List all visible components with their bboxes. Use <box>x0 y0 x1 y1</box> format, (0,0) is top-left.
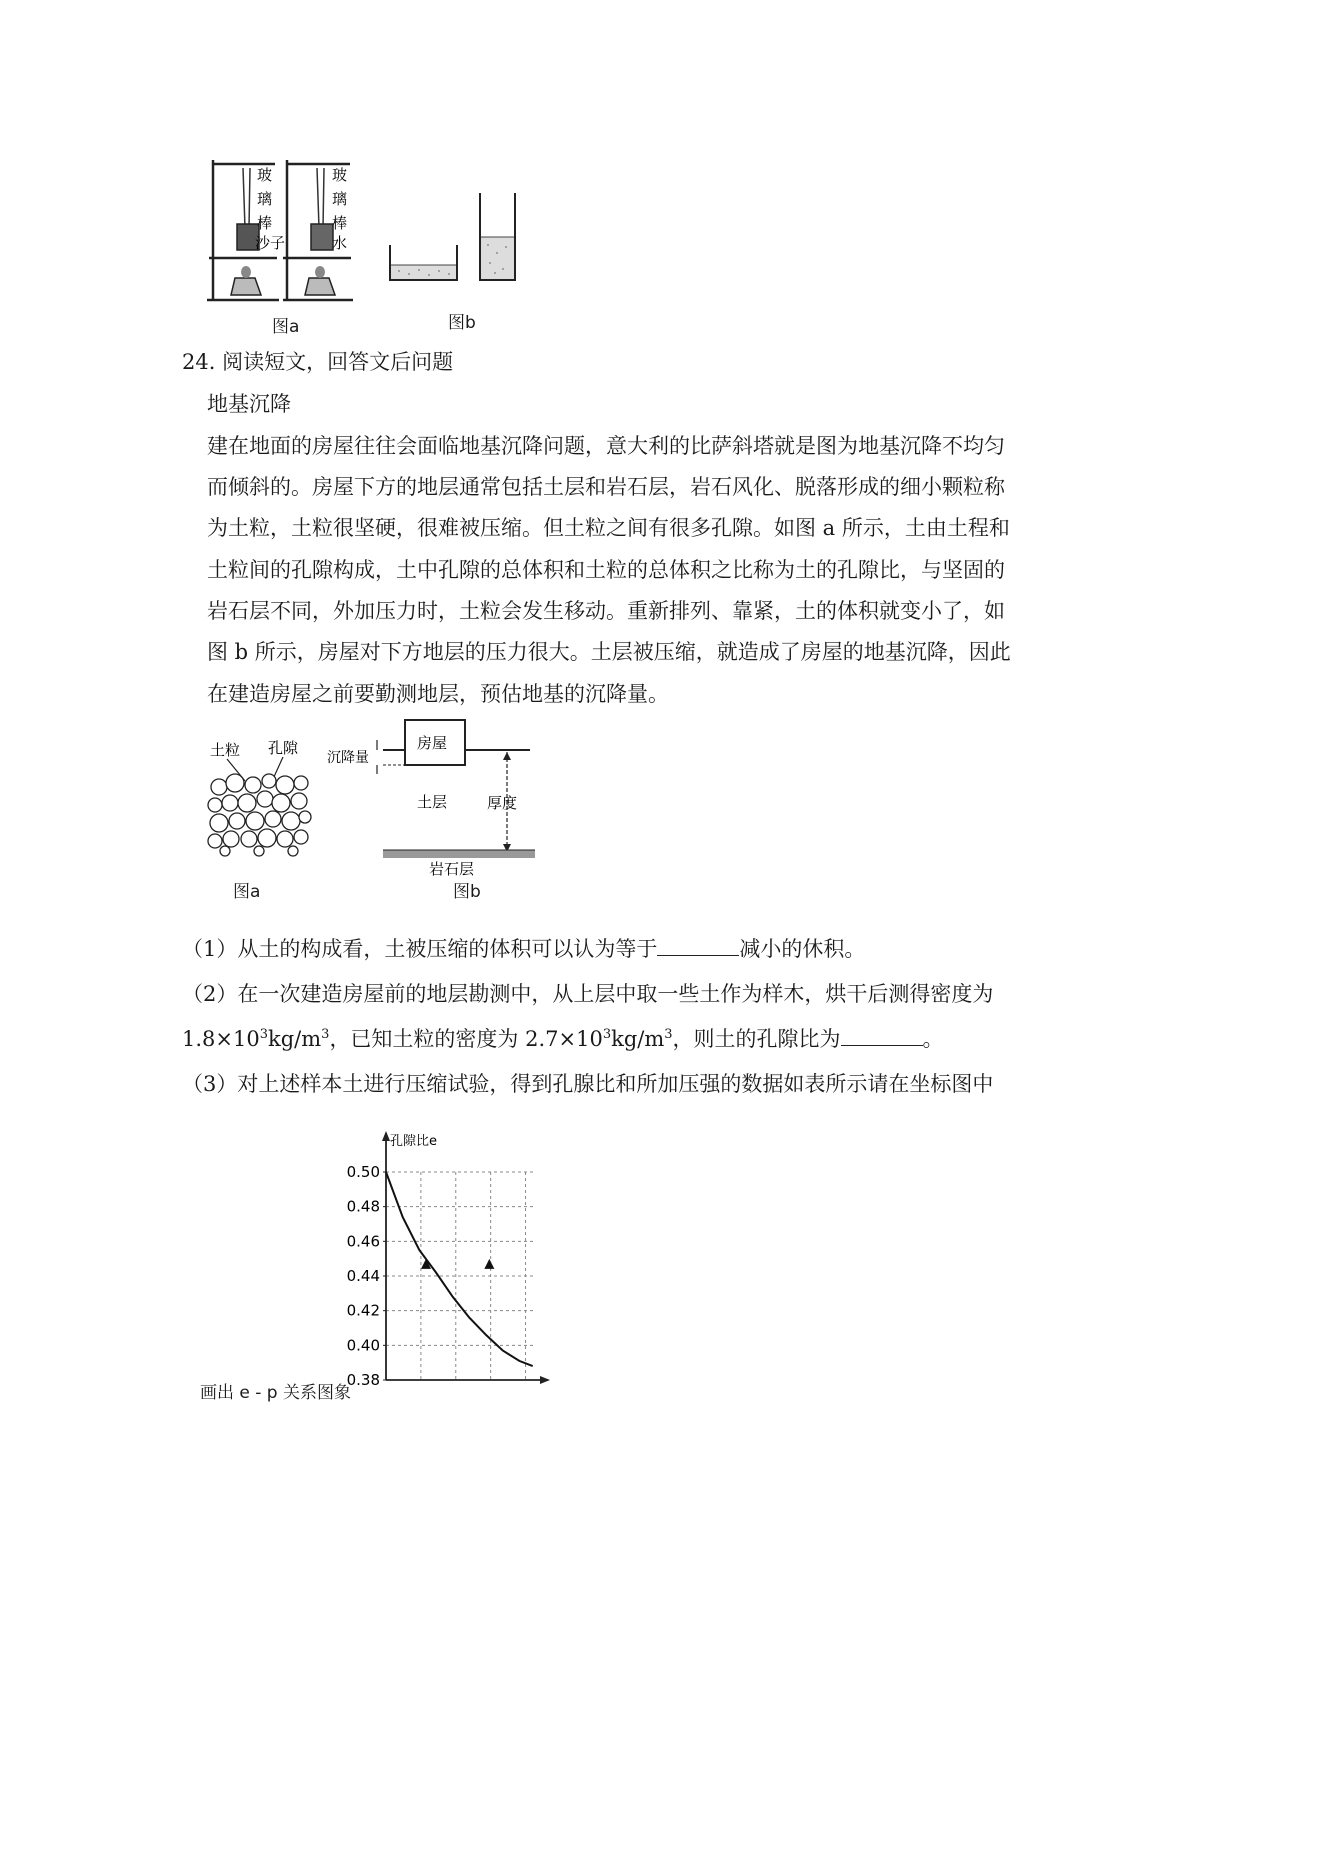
paragraph-line: 而倾斜的。房屋下方的地层通常包括土层和岩石层，岩石风化、脱落形成的细小颗粒称 <box>207 475 1005 499</box>
water-label: 水 <box>332 234 348 252</box>
subquestion-2-line1: （2）在一次建造房屋前的地层勘测中，从上层中取一些土作为样木，烘干后测得密度为 <box>182 982 994 1006</box>
paragraph-line: 岩石层不同，外加压力时，土粒会发生移动。重新排列、靠紧，土的体积就变小了，如 <box>207 599 1005 623</box>
paragraph-line: 在建造房屋之前要勤测地层，预估地基的沉降量。 <box>207 682 669 706</box>
sand-label: 沙子 <box>255 234 286 252</box>
settlement-label: 沉降量 <box>327 750 369 766</box>
subquestion-1 <box>182 935 865 963</box>
x-axis-arrow <box>540 1376 550 1384</box>
subquestion-2-line2 <box>182 1025 944 1053</box>
rock-layer-label: 岩石层 <box>429 860 475 877</box>
q1-text-before: （1）从土的构成看，土被压缩的体积可以认为等于 <box>182 937 658 961</box>
y-tick-label: 0.42 <box>346 1301 380 1320</box>
q2-density-sample: 1.8×10 <box>182 1027 260 1051</box>
figure-top-b-caption: 图b <box>448 313 476 333</box>
q2-exp-2b: 3 <box>664 1027 673 1042</box>
q2-unit-2: kg/m <box>611 1027 665 1051</box>
e-p-curve <box>386 1172 533 1366</box>
question-instruction: 阅读短文，回答文后问题 <box>222 350 454 374</box>
paragraph-line: 土粒间的孔隙构成，土中孔隙的总体积和土粒的总体积之比称为土的孔隙比，与坚固的 <box>207 558 1005 582</box>
figure-top-b <box>385 185 535 285</box>
q2-mid-text: ，已知土粒的密度为 2.7×10 <box>329 1027 603 1051</box>
soil-layer-label: 土层 <box>417 793 448 811</box>
y-tick-label: 0.38 <box>346 1371 380 1389</box>
subquestion-3: （3）对上述样本土进行压缩试验，得到孔腺比和所加压强的数据如表所示请在坐标图中 <box>182 1072 994 1096</box>
figure-settlement-b-caption: 图b <box>453 882 481 902</box>
paragraph-line: 图 b 所示，房屋对下方地层的压力很大。土层被压缩，就造成了房屋的地基沉降，因此 <box>207 640 1011 664</box>
thickness-label: 厚度 <box>487 794 518 812</box>
q2-exp-1: 3 <box>259 1027 268 1042</box>
figure-top-a-caption: 图a <box>272 317 300 337</box>
q2-end-text: ，则土的孔隙比为 <box>672 1027 841 1051</box>
y-tick-label: 0.40 <box>346 1336 380 1355</box>
rod-label-right-3: 棒 <box>332 214 348 232</box>
q2-exp-1b: 3 <box>321 1027 330 1042</box>
q2-exp-2: 3 <box>602 1027 612 1042</box>
y-tick-label: 0.50 <box>346 1163 380 1181</box>
question-heading <box>182 348 453 376</box>
q2-answer-blank[interactable] <box>841 1027 923 1046</box>
question-number: 24. <box>182 350 216 374</box>
data-point-marker <box>484 1259 494 1269</box>
rod-label-left-1: 玻 <box>257 166 273 184</box>
q2-unit-1: kg/m <box>268 1027 322 1051</box>
pore-label: 孔隙 <box>268 739 299 757</box>
q1-text-after: 减小的休积。 <box>739 937 866 961</box>
particle-label: 土粒 <box>210 741 241 759</box>
rod-label-left-3: 棒 <box>257 214 273 232</box>
paragraph-line: 为土粒，土粒很坚硬，很难被压缩。但土粒之间有很多孔隙。如图 a 所示，土由土程和 <box>207 516 1010 540</box>
figure-settlement-b <box>325 712 545 877</box>
y-tick-label: 0.46 <box>346 1232 380 1251</box>
rod-label-right-2: 璃 <box>332 190 348 208</box>
passage-title: 地基沉降 <box>207 392 291 416</box>
subquestion-3-continued: 画出 e - p 关系图象 <box>200 1383 351 1403</box>
y-axis-label: 孔隙比e <box>390 1134 437 1149</box>
figure-soil-a <box>205 735 325 860</box>
rod-label-right-1: 玻 <box>332 166 348 184</box>
q2-tail: 。 <box>922 1027 944 1051</box>
y-tick-label: 0.48 <box>346 1197 380 1216</box>
figure-soil-a-caption: 图a <box>233 882 261 902</box>
y-axis-arrow <box>382 1131 390 1141</box>
paragraph-line: 建在地面的房屋往往会面临地基沉降问题，意大利的比萨斜塔就是图为地基沉降不均匀 <box>207 434 1005 458</box>
ep-chart <box>330 1125 560 1400</box>
house-label: 房屋 <box>417 734 448 752</box>
q1-answer-blank[interactable] <box>657 937 739 956</box>
y-tick-label: 0.44 <box>346 1267 380 1285</box>
figure-top-a <box>205 150 375 310</box>
rod-label-left-2: 璃 <box>257 190 273 208</box>
